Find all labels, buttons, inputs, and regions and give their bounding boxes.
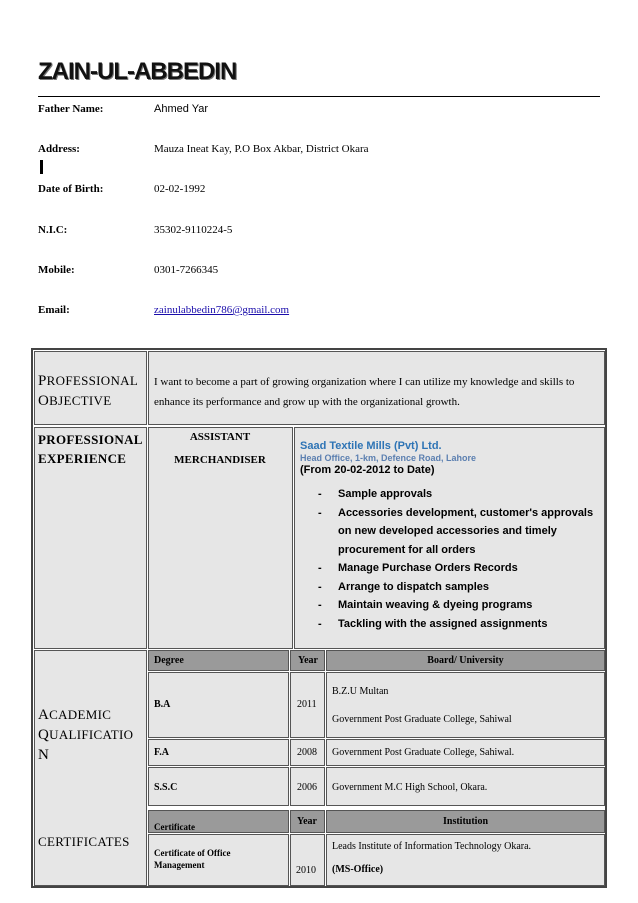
certificates-title: CERTIFICATES — [38, 834, 130, 849]
duties-list — [300, 485, 600, 633]
board-fa: Government Post Graduate College, Sahiwal. — [332, 747, 515, 758]
degree-ssc: S.S.C — [154, 782, 178, 793]
experience-title: PROFESSIONAL EXPERIENCE — [38, 432, 143, 466]
company-address: Head Office, 1-km, Defence Road, Lahore — [300, 453, 477, 463]
cert-year-header: Year — [297, 816, 317, 827]
duty-item: - Manage Purchase Orders Records — [318, 562, 518, 574]
year-header: Year — [298, 655, 318, 666]
father-name-label: Father Name: — [38, 103, 104, 115]
year-fa: 2008 — [297, 747, 317, 758]
duty-item: - Accessories development, customer's approvals on new developed accessories and timely procurement for all orders — [318, 506, 594, 556]
candidate-name: ZAIN-UL-ABBEDIN — [38, 58, 237, 85]
position-line2: MERCHANDISER — [174, 454, 266, 466]
text-cursor-marker — [40, 160, 43, 174]
degree-fa: F.A — [154, 747, 169, 758]
mobile-value: 0301-7266345 — [154, 264, 219, 276]
dob-value: 02-02-1992 — [154, 183, 206, 195]
father-name-value: Ahmed Yar — [154, 103, 209, 115]
board-cell — [326, 672, 605, 738]
duty-item: - Tackling with the assigned assignments — [318, 617, 548, 630]
certificate-name: Certificate of Office Management — [154, 848, 231, 870]
board-header: Board/ University — [427, 655, 504, 666]
position-line1: ASSISTANT — [189, 431, 251, 443]
mobile-label: Mobile: — [38, 264, 75, 276]
employment-period: (From 20-02-2012 to Date) — [300, 464, 435, 476]
header-divider — [38, 96, 600, 97]
objective-title: PROFESSIONAL OBJECTIVE — [38, 373, 139, 409]
nic-value: 35302-9110224-5 — [154, 224, 233, 236]
board-ba-line1: B.Z.U Multan — [332, 686, 389, 697]
academic-title: ACADEMIC QUALIFICATIO N — [38, 707, 134, 763]
degree-header: Degree — [154, 655, 184, 666]
email-label: Email: — [38, 304, 70, 316]
institution-line2: (MS-Office) — [332, 864, 384, 875]
dob-label: Date of Birth: — [38, 183, 104, 195]
address-label: Address: — [38, 143, 80, 155]
institution-line1: Leads Institute of Information Technology Okara. — [332, 841, 532, 852]
board-ssc: Government M.C High School, Okara. — [332, 782, 488, 793]
cert-year-cell — [290, 834, 325, 886]
institution-header: Institution — [442, 816, 488, 827]
table-row — [148, 739, 289, 766]
email-link[interactable]: zainulabbedin786@gmail.com — [154, 304, 290, 316]
board-ba-line2: Government Post Graduate College, Sahiwal — [332, 714, 512, 725]
duty-item: - Arrange to dispatch samples — [318, 580, 489, 593]
address-value: Mauza Ineat Kay, P.O Box Akbar, District Okara — [154, 143, 369, 155]
certificate-header: Certificate — [154, 822, 195, 832]
duty-item: - Sample approvals — [318, 488, 433, 500]
company-name: Saad Textile Mills (Pvt) Ltd. — [300, 440, 442, 452]
year-ssc: 2006 — [297, 782, 317, 793]
certificate-year: 2010 — [296, 865, 316, 876]
year-ba: 2011 — [297, 699, 317, 710]
objective-text: I want to become a part of growing organization where I can utilize my knowledge and skills to enhance its performance and grow up with the organizational growth. — [154, 376, 575, 408]
degree-ba: B.A — [154, 699, 171, 710]
nic-label: N.I.C: — [38, 224, 68, 236]
duty-item: - Maintain weaving & dyeing programs — [318, 599, 533, 611]
